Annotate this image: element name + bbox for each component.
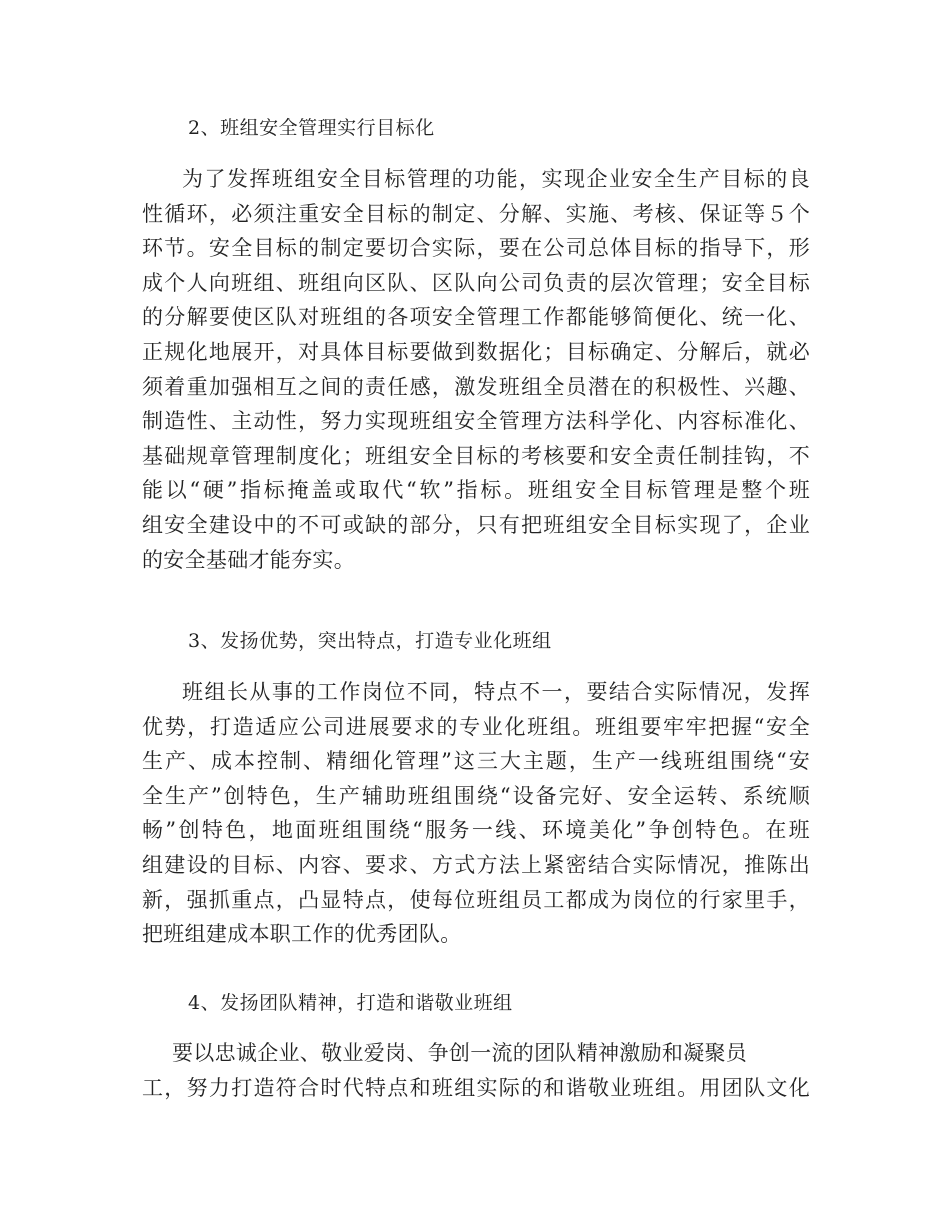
paragraph-line: 制造性、主动性，努力实现班组安全管理方法科学化、内容标准化、 (142, 409, 810, 434)
paragraph-line: 须着重加强相互之间的责任感，激发班组全员潜在的积极性、兴趣、 (142, 374, 810, 399)
paragraph-line: 正规化地展开，对具体目标要做到数据化；目标确定、分解后，就必 (142, 339, 810, 364)
paragraph-line: 的安全基础才能夯实。 (142, 547, 355, 572)
paragraph-line: 工，努力打造符合时代特点和班组实际的和谐敬业班组。用团队文化 (142, 1075, 810, 1100)
section-heading-4: 4、发扬团队精神，打造和谐敬业班组 (188, 992, 513, 1014)
paragraph-line: 班组长从事的工作岗位不同，特点不一，要结合实际情况，发挥 (182, 680, 810, 704)
section-heading-3: 3、发扬优势，突出特点，打造专业化班组 (188, 630, 552, 652)
paragraph-line: 基础规章管理制度化；班组安全目标的考核要和安全责任制挂钩，不 (142, 443, 810, 468)
paragraph-line: 新，强抓重点，凸显特点，使每位班组员工都成为岗位的行家里手， (142, 887, 810, 912)
section-paragraph-4 (142, 1036, 810, 1105)
paragraph-line: 组建设的目标、内容、要求、方式方法上紧密结合实际情况，推陈出 (142, 852, 810, 877)
paragraph-line: 生产、成本控制、精细化管理”这三大主题，生产一线班组围绕“安 (142, 749, 810, 774)
section-paragraph-3 (142, 675, 810, 952)
paragraph-line: 优势，打造适应公司进展要求的专业化班组。班组要牢牢把握“安全 (142, 714, 810, 739)
paragraph-line: 成个人向班组、班组向区队、区队向公司负责的层次管理；安全目标 (142, 270, 810, 295)
paragraph-line: 要以忠诚企业、敬业爱岗、争创一流的团队精神激励和凝聚员 (172, 1041, 748, 1065)
paragraph-line: 能以“硬”指标掩盖或取代“软”指标。班组安全目标管理是整个班 (142, 478, 810, 503)
paragraph-line: 组安全建设中的不可或缺的部分，只有把班组安全目标实现了，企业 (142, 512, 810, 537)
paragraph-line: 的分解要使区队对班组的各项安全管理工作都能够简便化、统一化、 (142, 305, 810, 330)
paragraph-line: 把班组建成本职工作的优秀团队。 (142, 922, 462, 947)
paragraph-line: 为了发挥班组安全目标管理的功能，实现企业安全生产目标的良 (182, 167, 810, 191)
paragraph-line: 畅”创特色，地面班组围绕“服务一线、环境美化”争创特色。在班 (142, 818, 810, 843)
section-heading-2: 2、班组安全管理实行目标化 (188, 117, 435, 139)
paragraph-line: 性循环，必须注重安全目标的制定、分解、实施、考核、保证等５个 (142, 201, 810, 226)
paragraph-line: 环节。安全目标的制定要切合实际，要在公司总体目标的指导下，形 (142, 236, 810, 261)
paragraph-line: 全生产”创特色，生产辅助班组围绕“设备完好、安全运转、系统顺 (142, 783, 810, 808)
section-paragraph-2 (142, 162, 810, 577)
